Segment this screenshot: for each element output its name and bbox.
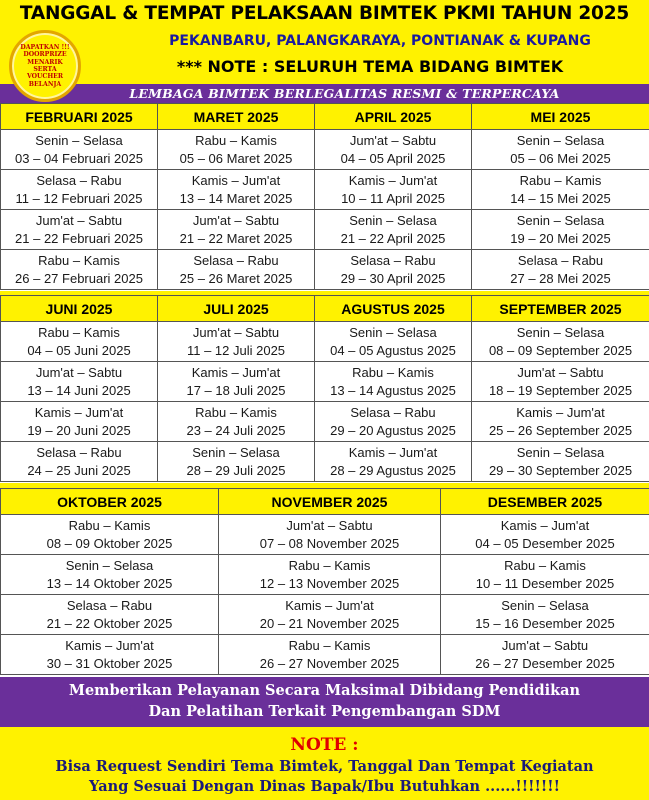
date-range: 10 – 11 Desember 2025 <box>475 575 615 591</box>
day-range: Rabu – Kamis <box>38 324 120 340</box>
date-range: 28 – 29 Juli 2025 <box>186 462 286 478</box>
schedule-cell <box>1 250 158 290</box>
date-range: 23 – 24 Juli 2025 <box>186 422 286 438</box>
request-note-panel <box>0 727 649 800</box>
date-range: 04 – 05 Agustus 2025 <box>330 342 456 358</box>
date-range: 04 – 05 April 2025 <box>340 150 446 166</box>
day-range: Kamis – Jum'at <box>285 597 374 613</box>
table-row <box>1 595 649 635</box>
day-range: Kamis – Jum'at <box>348 444 438 460</box>
day-range: Senin – Selasa <box>349 212 437 228</box>
day-range: Selasa – Rabu <box>36 444 122 460</box>
date-range: 13 – 14 Juni 2025 <box>27 382 131 398</box>
schedule-cell <box>1 322 158 362</box>
table-row <box>1 170 649 210</box>
legal-banner <box>0 84 649 103</box>
date-range: 11 – 12 Februari 2025 <box>15 190 143 206</box>
schedule-cell <box>1 362 158 402</box>
date-range: 29 – 20 Agustus 2025 <box>330 422 456 438</box>
theme-note: *** NOTE : SELURUH TEMA BIDANG BIMTEK <box>176 57 564 76</box>
month-header: JULI 2025 <box>158 296 315 322</box>
schedule-cell <box>219 555 441 595</box>
day-range: Jum'at – Sabtu <box>286 517 373 533</box>
month-header: FEBRUARI 2025 <box>1 104 158 130</box>
doorprize-badge <box>9 30 81 102</box>
schedule-cell <box>472 442 649 482</box>
day-range: Rabu – Kamis <box>519 172 602 188</box>
schedule-table-feb-may <box>0 103 649 290</box>
day-range: Rabu – Kamis <box>38 252 120 268</box>
date-range: 25 – 26 Maret 2025 <box>179 270 293 286</box>
day-range: Jum'at – Sabtu <box>35 212 123 228</box>
schedule-cell <box>472 170 649 210</box>
schedule-cell <box>472 362 649 402</box>
schedule-cell <box>472 250 649 290</box>
schedule-cell <box>158 442 315 482</box>
day-range: Senin – Selasa <box>65 557 154 573</box>
day-range: Jum'at – Sabtu <box>501 637 589 653</box>
table-row <box>1 442 649 482</box>
day-range: Rabu – Kamis <box>504 557 586 573</box>
day-range: Senin – Selasa <box>192 444 280 460</box>
note-label: NOTE : <box>290 735 359 755</box>
month-header: AGUSTUS 2025 <box>315 296 472 322</box>
date-range: 14 – 15 Mei 2025 <box>510 190 611 206</box>
month-header: MEI 2025 <box>472 104 649 130</box>
date-range: 17 – 18 Juli 2025 <box>186 382 286 398</box>
table-row <box>1 635 649 675</box>
legal-banner-text: LEMBAGA BIMTEK BERLEGALITAS RESMI & TERPERCAYA <box>129 86 560 101</box>
day-range: Selasa – Rabu <box>66 597 153 613</box>
schedule-cell <box>1 555 219 595</box>
service-line-1: Memberikan Pelayanan Secara Maksimal Dibidang Pendidikan <box>68 682 581 699</box>
day-range: Kamis – Jum'at <box>348 172 438 188</box>
schedule-cell <box>158 250 315 290</box>
schedule-cell <box>315 130 472 170</box>
date-range: 08 – 09 September 2025 <box>488 342 633 358</box>
schedule-cell <box>315 402 472 442</box>
schedule-cell <box>441 515 649 555</box>
date-range: 05 – 06 Mei 2025 <box>510 150 611 166</box>
day-range: Kamis – Jum'at <box>500 517 590 533</box>
schedule-cell <box>315 322 472 362</box>
schedule-table-oct-dec <box>0 488 649 675</box>
schedule-cell <box>158 170 315 210</box>
day-range: Senin – Selasa <box>349 324 437 340</box>
day-range: Rabu – Kamis <box>288 637 371 653</box>
date-range: 07 – 08 November 2025 <box>259 535 400 551</box>
schedule-cell <box>441 595 649 635</box>
day-range: Kamis – Jum'at <box>191 172 281 188</box>
date-range: 11 – 12 Juli 2025 <box>186 342 286 358</box>
schedule-table-jun-sep <box>0 295 649 482</box>
day-range: Rabu – Kamis <box>195 132 277 148</box>
date-range: 20 – 21 November 2025 <box>259 615 400 631</box>
date-range: 19 – 20 Mei 2025 <box>510 230 611 246</box>
schedule-cell <box>219 635 441 675</box>
schedule-cell <box>472 130 649 170</box>
request-line-1: Bisa Request Sendiri Tema Bimtek, Tanggal Dan Tempat Kegiatan <box>55 758 594 775</box>
day-range: Rabu – Kamis <box>68 517 151 533</box>
schedule-cell <box>1 442 158 482</box>
service-line-2: Dan Pelatihan Terkait Pengembangan SDM <box>148 703 501 720</box>
date-range: 18 – 19 September 2025 <box>488 382 633 398</box>
day-range: Rabu – Kamis <box>195 404 277 420</box>
schedule-cell <box>1 402 158 442</box>
date-range: 21 – 22 April 2025 <box>340 230 446 246</box>
day-range: Kamis – Jum'at <box>65 637 154 653</box>
date-range: 13 – 14 Oktober 2025 <box>46 575 173 591</box>
date-range: 05 – 06 Maret 2025 <box>179 150 293 166</box>
date-range: 10 – 11 April 2025 <box>341 190 445 206</box>
day-range: Senin – Selasa <box>516 444 605 460</box>
month-header: DESEMBER 2025 <box>441 489 649 515</box>
date-range: 13 – 14 Maret 2025 <box>179 190 293 206</box>
table-row <box>1 402 649 442</box>
month-header: SEPTEMBER 2025 <box>472 296 649 322</box>
month-header: OKTOBER 2025 <box>1 489 219 515</box>
day-range: Jum'at – Sabtu <box>517 364 604 380</box>
day-range: Rabu – Kamis <box>352 364 434 380</box>
day-range: Senin – Selasa <box>35 132 123 148</box>
month-header: JUNI 2025 <box>1 296 158 322</box>
date-range: 21 – 22 Oktober 2025 <box>46 615 173 631</box>
schedule-cell <box>315 210 472 250</box>
schedule-cell <box>1 170 158 210</box>
date-range: 26 – 27 November 2025 <box>259 655 400 671</box>
schedule-cell <box>1 635 219 675</box>
schedule-cell <box>472 322 649 362</box>
schedule-cell <box>219 515 441 555</box>
schedule-cell <box>315 362 472 402</box>
month-header: APRIL 2025 <box>315 104 472 130</box>
page-title: TANGGAL & TEMPAT PELAKSAAN BIMTEK PKMI TAHUN 2025 <box>19 3 630 24</box>
schedule-cell <box>1 210 158 250</box>
table-row <box>1 210 649 250</box>
table-row <box>1 515 649 555</box>
day-range: Selasa – Rabu <box>193 252 279 268</box>
date-range: 25 – 26 September 2025 <box>488 422 633 438</box>
date-range: 04 – 05 Juni 2025 <box>27 342 131 358</box>
table-row <box>1 362 649 402</box>
day-range: Selasa – Rabu <box>517 252 604 268</box>
date-range: 29 – 30 September 2025 <box>488 462 633 478</box>
badge-text: DAPATKAN !!! DOORPRIZE MENARIK SERTA VOUCHER BELANJA <box>20 43 70 88</box>
day-range: Senin – Selasa <box>516 212 605 228</box>
date-range: 12 – 13 November 2025 <box>259 575 400 591</box>
day-range: Selasa – Rabu <box>350 404 436 420</box>
schedule-cell <box>219 595 441 635</box>
date-range: 13 – 14 Agustus 2025 <box>330 382 456 398</box>
day-range: Senin – Selasa <box>501 597 589 613</box>
day-range: Kamis – Jum'at <box>191 364 281 380</box>
table-row <box>1 322 649 362</box>
month-header-row <box>1 296 649 322</box>
date-range: 27 – 28 Mei 2025 <box>510 270 611 286</box>
day-range: Jum'at – Sabtu <box>349 132 437 148</box>
schedule-cell <box>441 555 649 595</box>
day-range: Rabu – Kamis <box>288 557 371 573</box>
schedule-cell <box>441 635 649 675</box>
schedule-cell <box>315 170 472 210</box>
month-header-row <box>1 104 649 130</box>
month-header: MARET 2025 <box>158 104 315 130</box>
date-range: 24 – 25 Juni 2025 <box>27 462 131 478</box>
day-range: Jum'at – Sabtu <box>192 324 280 340</box>
day-range: Selasa – Rabu <box>36 172 122 188</box>
schedule-cell <box>1 595 219 635</box>
date-range: 08 – 09 Oktober 2025 <box>46 535 173 551</box>
header-banner <box>0 0 649 84</box>
table-row <box>1 555 649 595</box>
schedule-cell <box>158 362 315 402</box>
schedule-cell <box>315 250 472 290</box>
date-range: 21 – 22 Maret 2025 <box>179 230 293 246</box>
schedule-cell <box>158 210 315 250</box>
day-range: Selasa – Rabu <box>350 252 436 268</box>
date-range: 30 – 31 Oktober 2025 <box>46 655 173 671</box>
schedule-cell <box>472 210 649 250</box>
date-range: 21 – 22 Februari 2025 <box>15 230 143 246</box>
schedule-cell <box>1 130 158 170</box>
month-header-row <box>1 489 649 515</box>
schedule-cell <box>158 322 315 362</box>
date-range: 26 – 27 Desember 2025 <box>475 655 615 671</box>
month-header: NOVEMBER 2025 <box>219 489 441 515</box>
day-range: Jum'at – Sabtu <box>35 364 123 380</box>
schedule-cell <box>158 402 315 442</box>
day-range: Senin – Selasa <box>516 132 605 148</box>
date-range: 26 – 27 Februari 2025 <box>15 270 143 286</box>
schedule-cell <box>315 442 472 482</box>
date-range: 28 – 29 Agustus 2025 <box>330 462 456 478</box>
date-range: 15 – 16 Desember 2025 <box>475 615 615 631</box>
day-range: Senin – Selasa <box>516 324 605 340</box>
date-range: 03 – 04 Februari 2025 <box>15 150 143 166</box>
date-range: 19 – 20 Juni 2025 <box>27 422 131 438</box>
service-banner <box>0 677 649 727</box>
table-row <box>1 130 649 170</box>
cities-line: PEKANBARU, PALANGKARAYA, PONTIANAK & KUPANG <box>169 33 591 49</box>
day-range: Jum'at – Sabtu <box>192 212 280 228</box>
day-range: Kamis – Jum'at <box>34 404 124 420</box>
request-line-2: Yang Sesuai Dengan Dinas Bapak/Ibu Butuhkan ......!!!!!!! <box>89 778 560 795</box>
table-row <box>1 250 649 290</box>
date-range: 04 – 05 Desember 2025 <box>475 535 615 551</box>
schedule-cell <box>472 402 649 442</box>
schedule-cell <box>158 130 315 170</box>
date-range: 29 – 30 April 2025 <box>340 270 446 286</box>
day-range: Kamis – Jum'at <box>516 404 605 420</box>
schedule-cell <box>1 515 219 555</box>
